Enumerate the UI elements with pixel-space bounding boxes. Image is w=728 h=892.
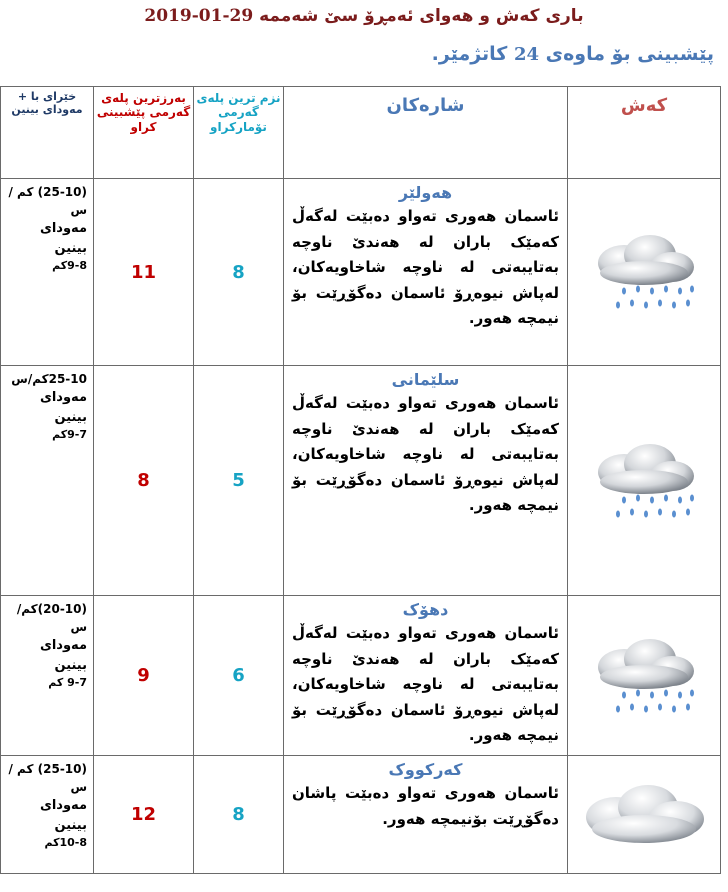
table-row [1,179,721,366]
header-min-temp: نزم ترین پلەی گەرمی تۆمارکراو [194,87,284,179]
min-temp: 6 [194,596,284,756]
forecast-description: ئاسمان هەوری تەواو دەبێت لەگەڵ کەمێک باران لە هەندێ ناوچە بەتایبەتی لە ناوچە شاخاویەکان، لەپاش نیوەڕۆ ئاسمان دەگۆڕێت بۆ نیمچە هەور. [292,624,559,744]
visibility-value: 10-8کم [44,836,87,849]
weather-icon-cell [568,596,721,756]
visibility-value: 9-7کم [52,428,87,441]
wind-speed: (25-10) کم /س [8,762,87,794]
city-name: کەرکووک [388,760,463,779]
max-temp: 9 [94,596,194,756]
report-subtitle [432,43,714,65]
city-cell [284,366,568,596]
max-temp: 8 [94,366,194,596]
forecast-table [0,86,721,874]
header-weather: کەش [568,87,721,179]
subtitle-hours: 24 [513,44,540,65]
weather-icon-cell [568,756,721,874]
max-temp: 12 [94,756,194,874]
forecast-description: ئاسمان هەوری تەواو دەبێت لەگەڵ کەمێک باران لە هەندێ ناوچە بەتایبەتی لە ناوچە شاخاویەکان، لەپاش نیوەڕۆ ئاسمان دەگۆڕێت بۆ نیمچە هەور. [292,394,559,514]
cloud-icon [576,777,712,853]
city-cell [284,179,568,366]
weather-icon-cell [568,179,721,366]
city-name: هەولێر [398,183,453,202]
wind-speed: (25-10) کم /س [8,185,87,217]
forecast-description: ئاسمان هەوری تەواو دەبێت پاشان دەگۆڕێت بۆنیمچە هەور. [292,784,559,828]
wind-visibility-cell [1,596,94,756]
visibility-label: مەودای بینین [39,221,87,256]
rain-cloud-icon [584,436,704,526]
visibility-value: 9-7 کم [48,676,87,689]
city-cell [284,596,568,756]
header-wind-visibility: خێرای با + مەودای بینین [1,87,94,179]
header-max-temp: بەرزترین پلەی گەرمی پێشبینی کراو [94,87,194,179]
weather-icon-cell [568,366,721,596]
max-temp: 11 [94,179,194,366]
min-temp: 5 [194,366,284,596]
table-header-row [1,87,721,179]
subtitle-unit: کاتژمێر. [431,43,508,65]
visibility-label: مەودای بینین [39,798,87,833]
header-cities: شارەکان [284,87,568,179]
rain-cloud-icon [584,631,704,721]
city-name: دهۆک [402,600,449,619]
wind-visibility-cell [1,756,94,874]
wind-visibility-cell [1,366,94,596]
report-title [0,6,728,26]
forecast-description: ئاسمان هەوری تەواو دەبێت لەگەڵ کەمێک باران لە هەندێ ناوچە بەتایبەتی لە ناوچە شاخاویەکان، لەپاش نیوەڕۆ ئاسمان دەگۆڕێت بۆ نیمچە هەور. [292,207,559,327]
title-date: 2019-01-29 [144,6,254,26]
table-row [1,366,721,596]
city-name: سلێمانی [391,370,460,389]
table-row [1,596,721,756]
city-cell [284,756,568,874]
wind-speed: (20-10)کم/س [16,602,87,634]
rain-cloud-icon [584,227,704,317]
table-row [1,756,721,874]
visibility-label: مەودای بینین [39,390,87,425]
min-temp: 8 [194,756,284,874]
visibility-label: مەودای بینین [39,638,87,673]
min-temp: 8 [194,179,284,366]
wind-speed: 25-10کم/س [11,372,87,386]
visibility-value: 9-8کم [52,259,87,272]
wind-visibility-cell [1,179,94,366]
subtitle-text: پێشبینی بۆ ماوەی [545,43,714,65]
title-text: باری کەش و هەوای ئەمڕۆ سێ شەممە [259,6,584,26]
